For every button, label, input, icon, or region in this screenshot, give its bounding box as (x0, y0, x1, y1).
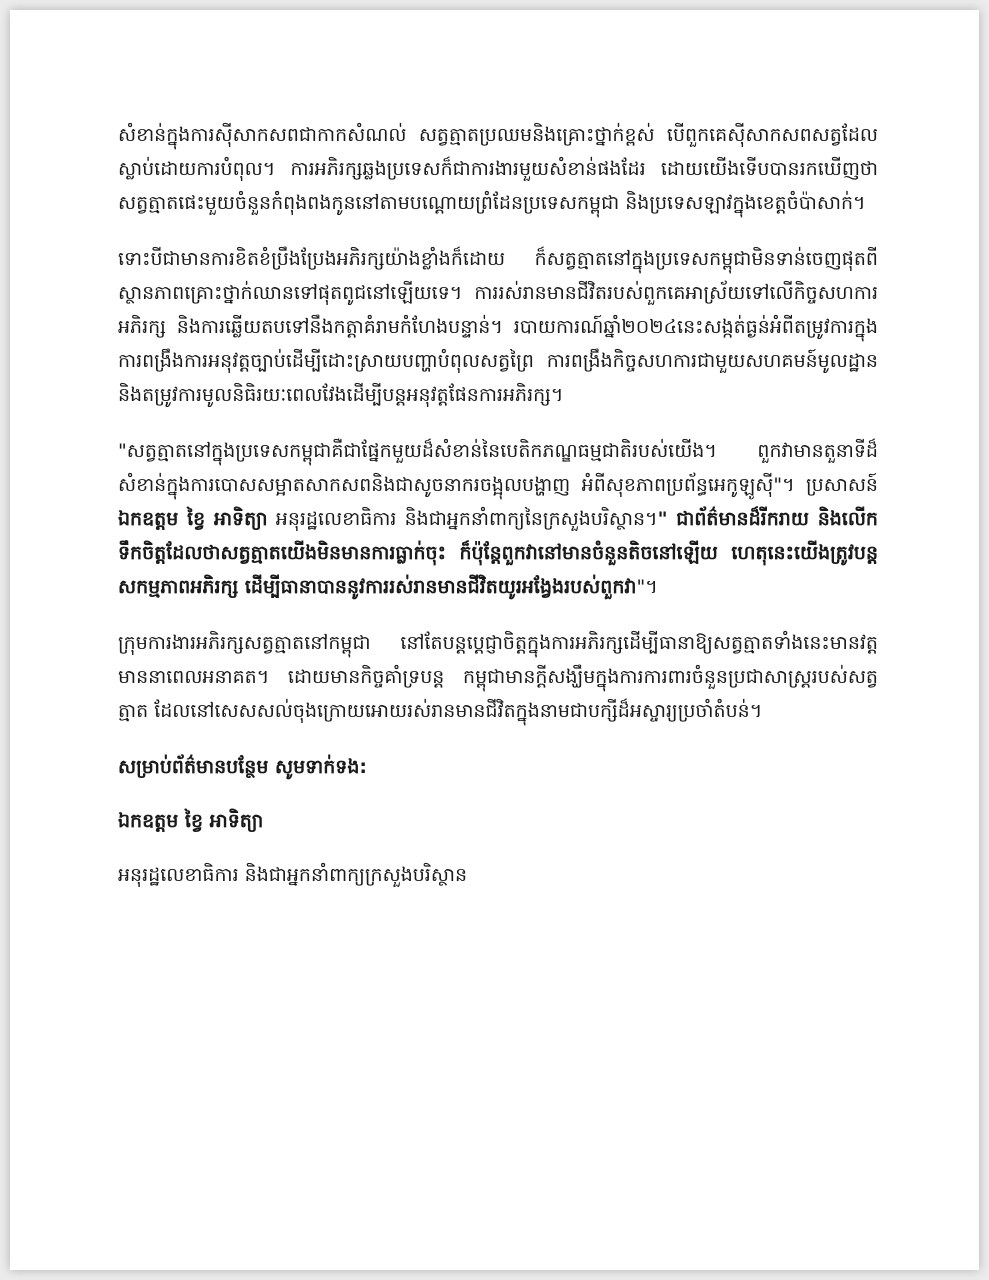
quote-text: "សត្វត្មាតនៅក្នុងប្រទេសកម្ពុជាគឺជាផ្នែកមួយដ៏សំខាន់នៃបេតិកភណ្ឌធម្មជាតិរបស់យើង។ ពួកវាមានតួនាទីដ៏សំខាន់ក្នុងការបោសសម្អាតសាកសពនិងជាសូចនាករចង្អុលបង្ហាញ អំពីសុខភាពប្រព័ន្ធអេកូឡូស៊ី"។ ប្រសាសន៍ (118, 440, 878, 496)
speaker-name: ឯកឧត្តម ខ្វៃ អាទិត្យា (118, 508, 268, 530)
paragraph-4: ក្រុមការងារអភិរក្សសត្វត្មាតនៅកម្ពុជា នៅតែបន្តប្តេជ្ញាចិត្តក្នុងការអភិរក្សដើម្បីធានាឱ្យសត្វត្មាតទាំងនេះមានវត្តមាននាពេលអនាគត។ ដោយមានកិច្ចគាំទ្របន្ត កម្ពុជាមានក្តីសង្ឃឹមក្នុងការការពារចំនួនប្រជាសាស្ត្ររបស់សត្វត្មាត ដែលនៅសេសសល់ចុងក្រោយអោយរស់រានមានជីវិតក្នុងនាមជាបក្សីដ៏អស្ចារ្យប្រចាំតំបន់។ (118, 632, 878, 722)
speaker-role: អនុរដ្ឋលេខាធិការ និងជាអ្នកនាំពាក្យនៃក្រសួងបរិស្ថាន។ (267, 508, 658, 530)
paragraph-2: ទោះបីជាមានការខិតខំប្រឹងប្រែងអភិរក្សយ៉ាងខ្លាំងក៏ដោយ ក៏សត្វត្មាតនៅក្នុងប្រទេសកម្ពុជាមិនទាន់ចេញផុតពីស្ថានភាពគ្រោះថ្នាក់ឈានទៅផុតពូជនៅឡើយទេ។ ការរស់រានមានជីវិតរបស់ពួកគេអាស្រ័យទៅលើកិច្ចសហការអភិរក្ស និងការឆ្លើយតបទៅនឹងកត្តាគំរាមកំហែងបន្ទាន់។ របាយការណ៍ឆ្នាំ២០២៤នេះសង្កត់ធ្ងន់អំពីតម្រូវការក្នុងការពង្រឹងការអនុវត្តច្បាប់ដើម្បីដោះស្រាយបញ្ហាបំពុលសត្វព្រៃ ការពង្រឹងកិច្ចសហការជាមួយសហគមន៍មូលដ្ឋាន និងតម្រូវការមូលនិធិរយៈពេលវែងដើម្បីបន្តអនុវត្តផែនការអភិរក្ស។ (118, 248, 878, 406)
document-body (118, 118, 878, 892)
contact-role: អនុរដ្ឋលេខាធិការ និងជាអ្នកនាំពាក្យក្រសួងបរិស្ថាន (118, 864, 468, 886)
paragraph-1: សំខាន់ក្នុងការស៊ីសាកសពជាកាកសំណល់ សត្វត្មាតប្រឈមនិងគ្រោះថ្នាក់ខ្ពស់ បើពួកគេស៊ីសាកសពសត្វដែលស្លាប់ដោយការបំពុល។ ការអភិរក្សឆ្លងប្រទេសក៏ជាការងារមួយសំខាន់ផងដែរ ដោយយើងទើបបានរកឃើញថាសត្វត្មាតផេះមួយចំនួនកំពុងពងកូននៅតាមបណ្តោយព្រំដែនប្រទេសកម្ពុជា និងប្រទេសឡាវក្នុងខេត្តចំប៉ាសាក់។ (118, 124, 878, 214)
quote-bold-text: " ជាព័ត៌មានដ៏រីករាយ និងលើកទឹកចិត្តដែលថាសត្វត្មាតយើងមិនមានការធ្លាក់ចុះ ក៏ប៉ុន្តែពួកវានៅមានចំនួនតិចនៅឡើយ ហេតុនេះយើងត្រូវបន្តសកម្មភាពអភិរក្ស ដើម្បីធានាបាននូវការរស់រានមានជីវិតយូរអង្វែងរបស់ពួកវា (118, 508, 878, 598)
paragraph-3-quote (118, 434, 878, 604)
quote-end: "។ (636, 576, 658, 598)
document-page (10, 10, 979, 1270)
contact-name: ឯកឧត្តម ខ្វៃ អាទិត្យា (118, 810, 264, 832)
contact-heading: សម្រាប់ព័ត៌មានបន្ថែម សូមទាក់ទង: (118, 756, 368, 778)
